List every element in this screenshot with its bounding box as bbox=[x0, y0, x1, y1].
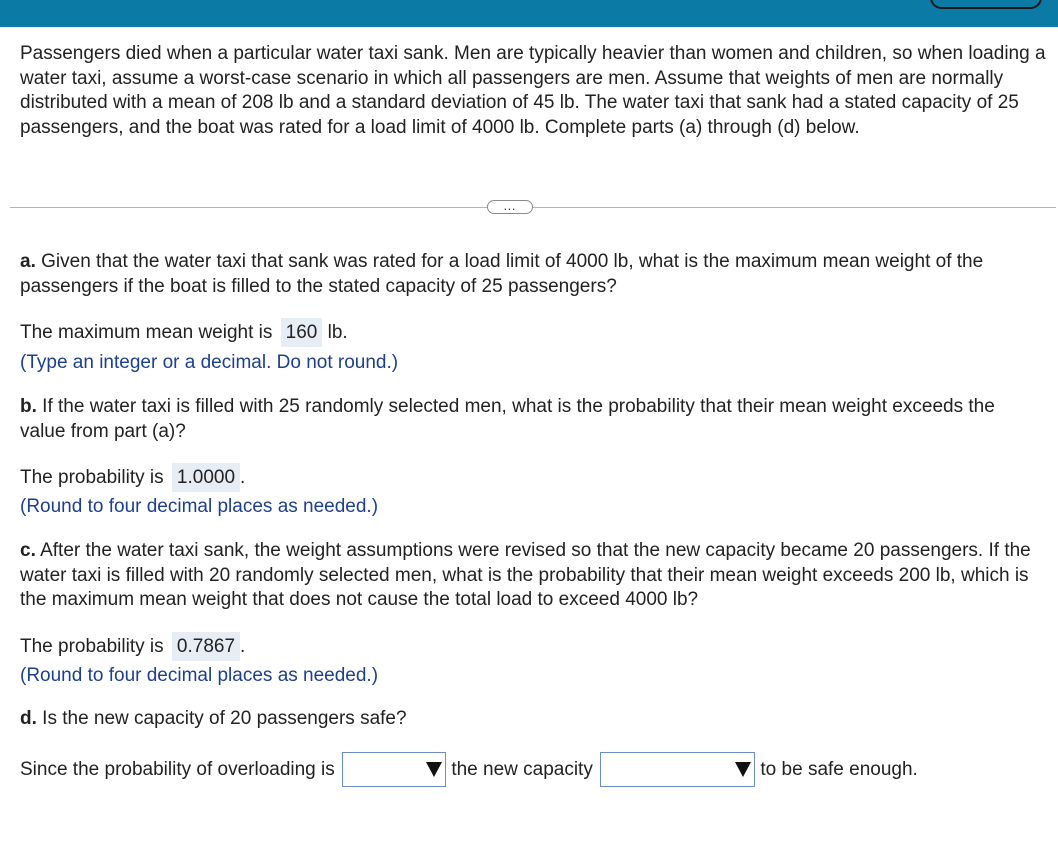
part-b-answer-suffix: . bbox=[240, 467, 246, 488]
problem-statement: Passengers died when a particular water taxi sank. Men are typically heavier than women and children, so when loading a water taxi, assume a worst-case scenario in which all passengers are men. Assume that weights of men are normally distributed with a mean of 208 lb and a standard deviation of 45 lb. The water taxi that sank had a stated capacity of 25 passengers, and the boat was rated for a load limit of 4000 lb. Complete parts (a) through (d) below. bbox=[20, 43, 1046, 138]
part-d-label: d. bbox=[20, 708, 37, 729]
part-a-question-text: Given that the water taxi that sank was rated for a load limit of 4000 lb, what is the maximum mean weight of the passengers if the boat is filled to the stated capacity of 25 passengers? bbox=[20, 251, 984, 297]
part-a-answer-line bbox=[20, 318, 348, 347]
part-c-answer-line bbox=[20, 632, 245, 661]
part-c-answer-suffix: . bbox=[240, 636, 246, 657]
part-d-answer-line bbox=[20, 752, 918, 787]
part-d-question bbox=[20, 707, 407, 731]
part-c-question bbox=[20, 539, 1035, 613]
expand-more-button[interactable]: … bbox=[487, 200, 533, 214]
part-d-sentence-end: to be safe enough. bbox=[760, 759, 918, 780]
part-c-answer-field[interactable]: 0.7867 bbox=[172, 632, 240, 661]
part-a-question bbox=[20, 250, 1035, 299]
part-d-sentence-start: Since the probability of overloading is bbox=[20, 759, 335, 780]
top-header-bar bbox=[0, 0, 1058, 27]
part-b-answer-line bbox=[20, 463, 245, 492]
part-d-sentence-middle: the new capacity bbox=[451, 759, 593, 780]
header-pill-button[interactable] bbox=[930, 0, 1042, 9]
part-a-answer-suffix: lb. bbox=[327, 322, 348, 343]
capacity-safety-dropdown[interactable] bbox=[600, 752, 755, 787]
part-b-answer-field[interactable]: 1.0000 bbox=[172, 463, 240, 492]
part-b-question-text: If the water taxi is filled with 25 randomly selected men, what is the probability that their mean weight exceeds the value from part (a)? bbox=[20, 396, 995, 442]
dropdown-caret-icon bbox=[426, 762, 442, 777]
part-a-hint: (Type an integer or a decimal. Do not round.) bbox=[20, 352, 399, 373]
section-divider bbox=[10, 207, 1056, 208]
part-c-question-text: After the water taxi sank, the weight assumptions were revised so that the new capacity became 20 passengers. If the water taxi is filled with 20 randomly selected men, what is the probability that their mean weight exceeds 200 lb, which is the maximum mean weight that does not cause the total load to exceed 4000 lb? bbox=[20, 540, 1031, 610]
part-a-answer-prefix: The maximum mean weight is bbox=[20, 322, 273, 343]
part-b-question bbox=[20, 395, 1035, 444]
part-b-label: b. bbox=[20, 396, 37, 417]
part-d-question-text: Is the new capacity of 20 passengers safe? bbox=[42, 708, 407, 729]
part-b-hint: (Round to four decimal places as needed.) bbox=[20, 496, 379, 517]
part-c-hint: (Round to four decimal places as needed.) bbox=[20, 665, 379, 686]
part-c-label: c. bbox=[20, 540, 36, 561]
overloading-probability-dropdown[interactable] bbox=[342, 752, 446, 787]
part-b-answer-prefix: The probability is bbox=[20, 467, 164, 488]
part-c-answer-prefix: The probability is bbox=[20, 636, 164, 657]
dropdown-caret-icon bbox=[735, 762, 751, 777]
part-a-answer-field[interactable]: 160 bbox=[281, 318, 323, 347]
part-a-label: a. bbox=[20, 251, 36, 272]
